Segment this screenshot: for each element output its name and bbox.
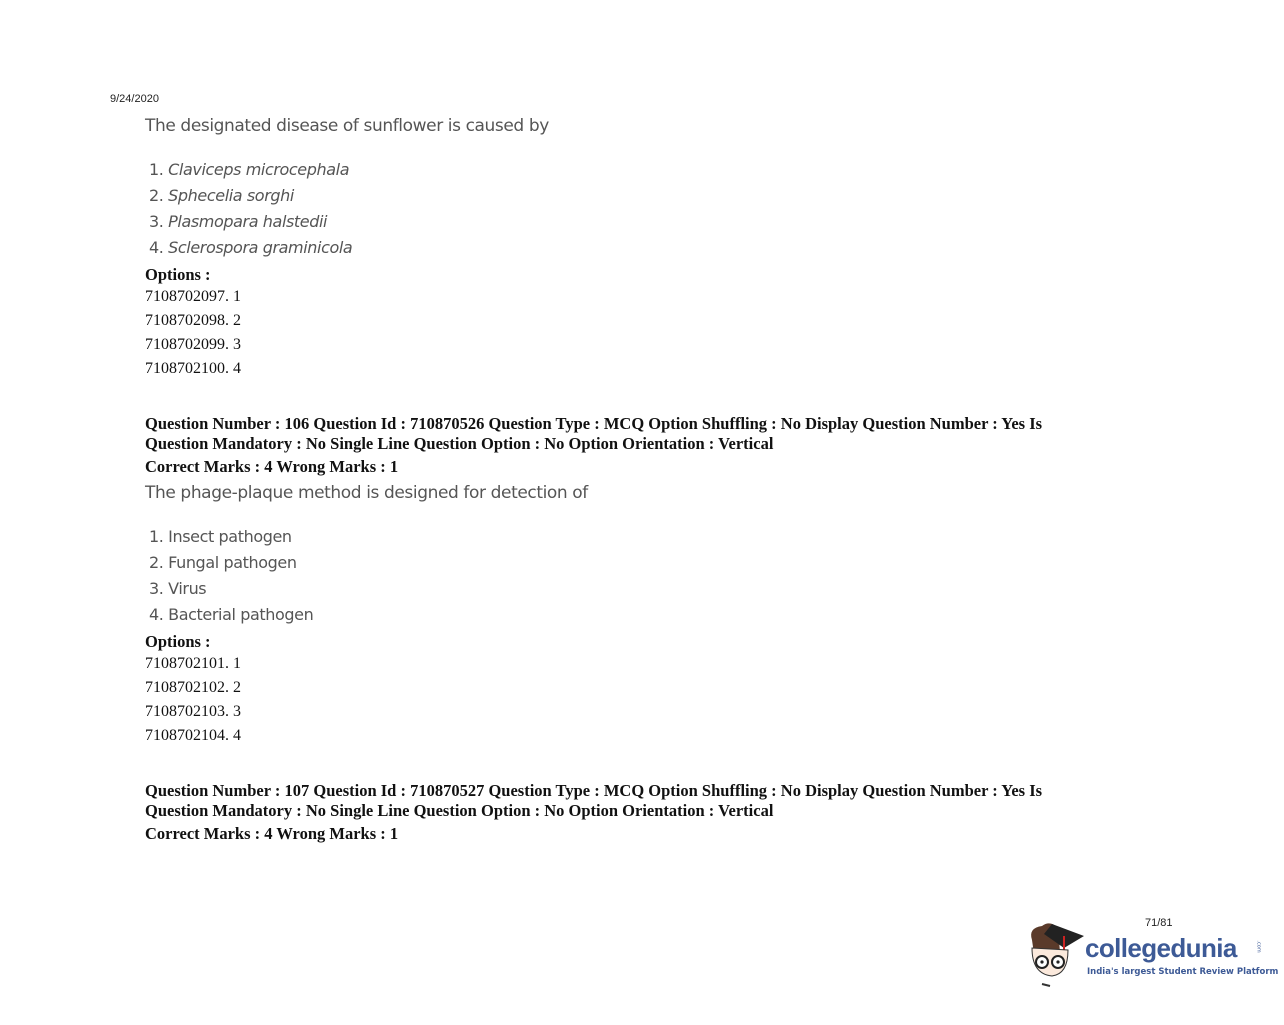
choice-item: 3. Virus [149, 579, 207, 598]
logo-tagline: India's largest Student Review Platform [1087, 967, 1279, 977]
question-meta: Question Number : 107 Question Id : 710870527 Question Type : MCQ Option Shuffling : No Display Question Number : Yes Is [145, 781, 1043, 800]
question-text: The designated disease of sunflower is caused by [145, 116, 549, 136]
choice-item: 1. Insect pathogen [149, 527, 292, 546]
choice-text: Plasmopara halstedii [168, 212, 328, 231]
choice-item [149, 160, 349, 179]
logo-suffix: .com [1255, 940, 1262, 953]
option-id: 7108702100. 4 [145, 360, 241, 377]
option-id: 7108702102. 2 [145, 679, 241, 696]
choice-item: 4. Bacterial pathogen [149, 605, 314, 624]
option-id: 7108702097. 1 [145, 288, 241, 305]
choice-number: 1. [149, 160, 164, 179]
options-label: Options : [145, 632, 211, 651]
logo-wordmark: collegedunia [1085, 933, 1237, 963]
question-marks: Correct Marks : 4 Wrong Marks : 1 [145, 457, 399, 476]
option-id: 7108702103. 3 [145, 703, 241, 720]
option-id: 7108702101. 1 [145, 655, 241, 672]
print-date: 9/24/2020 [110, 93, 159, 105]
choice-text: Claviceps microcephala [168, 160, 350, 179]
page-number: 71/81 [1145, 917, 1173, 929]
option-id: 7108702098. 2 [145, 312, 241, 329]
choice-item [149, 238, 352, 257]
option-id: 7108702099. 3 [145, 336, 241, 353]
choice-item: 2. Fungal pathogen [149, 553, 297, 572]
question-text: The phage-plaque method is designed for detection of [145, 483, 588, 503]
choice-item [149, 186, 294, 205]
choice-text: Sphecelia sorghi [168, 186, 294, 205]
question-marks: Correct Marks : 4 Wrong Marks : 1 [145, 824, 399, 843]
choice-item [149, 212, 327, 231]
question-meta: Question Mandatory : No Single Line Question Option : No Option Orientation : Vertical [145, 801, 774, 820]
options-label: Options : [145, 265, 211, 284]
question-meta: Question Mandatory : No Single Line Question Option : No Option Orientation : Vertical [145, 434, 774, 453]
choice-text: Sclerospora graminicola [168, 238, 353, 257]
choice-number: 3. [149, 212, 164, 231]
choice-number: 4. [149, 238, 164, 257]
option-id: 7108702104. 4 [145, 727, 241, 744]
mascot-logo-icon [1024, 918, 1086, 990]
question-meta: Question Number : 106 Question Id : 710870526 Question Type : MCQ Option Shuffling : No Display Question Number : Yes Is [145, 414, 1043, 433]
choice-number: 2. [149, 186, 164, 205]
